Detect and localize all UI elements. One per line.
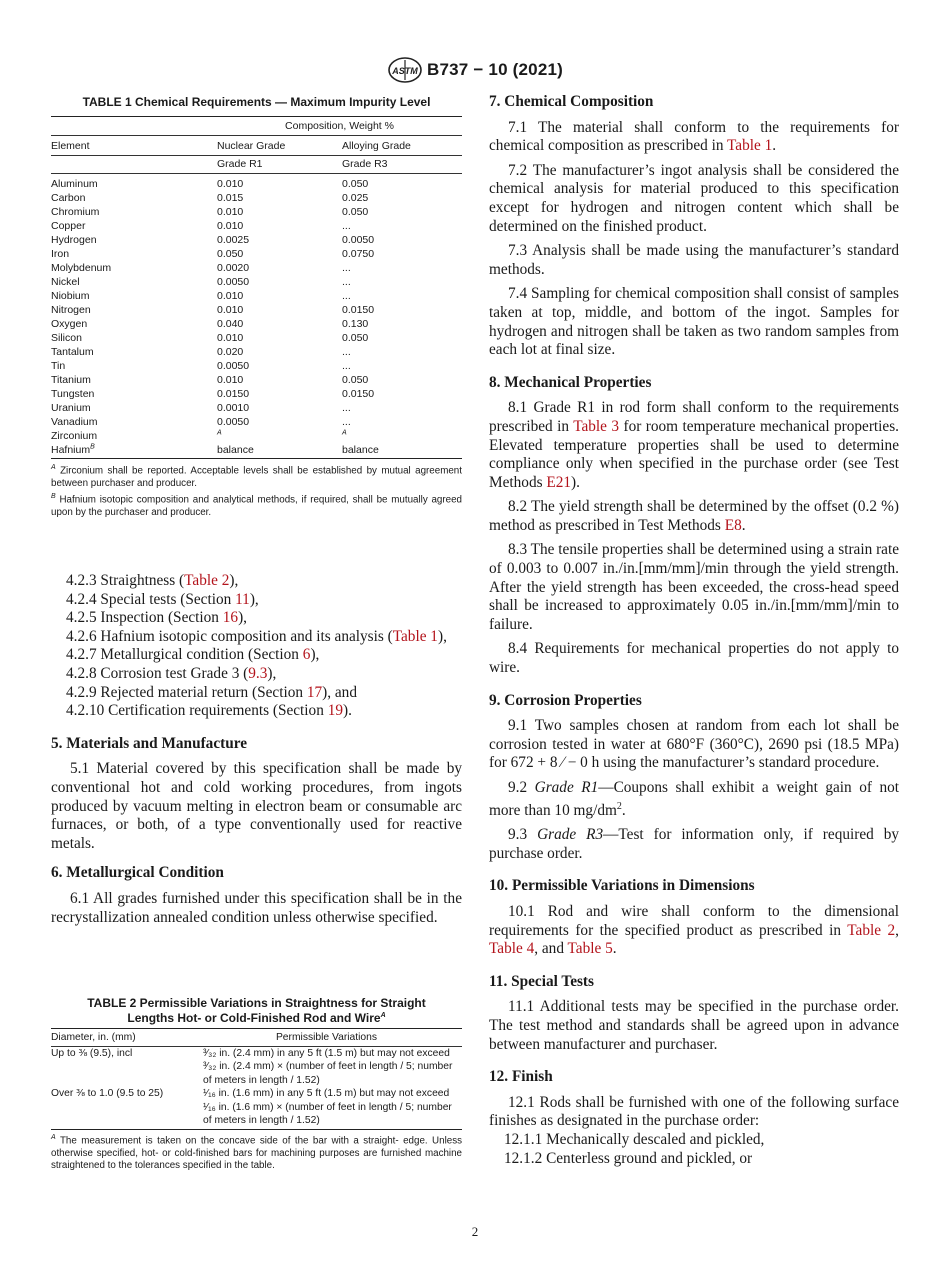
table-cell-r1: 0.015 [217, 192, 244, 204]
document-id: B737 − 10 (2021) [427, 60, 563, 79]
ref-table-3[interactable]: Table 3 [573, 417, 620, 435]
paragraph-11-1: 11.1 Additional tests may be specified in the purchase order. The test method and standards shall be agreed upon in advance between manufacturer and purchaser. [489, 998, 899, 1053]
list-item: 4.2.4 Special tests (Section 11), [66, 590, 259, 608]
table-cell-variation: ¹⁄₁₆ in. (1.6 mm) in any 5 ft (1.5 m) but may not exceed ¹⁄₁₆ in. (1.6 mm) × (number of feet in length / 5; number of meters in length / 1.52) [191, 1087, 462, 1129]
ref-e8[interactable]: E8 [724, 516, 742, 534]
table-cell-element: Nickel [51, 276, 80, 288]
table-1-footnote-b: $^B$ Hafnium isotopic composition and analytical methods, if required, shall be mutually agreed upon by the purchaser and producer. [51, 492, 462, 518]
table-cell-element: Aluminum [51, 178, 98, 190]
table-row [51, 261, 462, 275]
table-cell-variation: ³⁄₃₂ in. (2.4 mm) in any 5 ft (1.5 m) but may not exceed ³⁄₃₂ in. (2.4 mm) × (number of feet in length / 5; number of meters in length / 1.52) [203, 1047, 453, 1086]
section-7-heading: 7. Chemical Composition [489, 93, 654, 110]
table-1-hf-r1: balance [217, 444, 254, 456]
table-row [51, 331, 462, 345]
table-cell-r3: ... [342, 416, 351, 428]
table-cell-r3: 0.0150 [342, 388, 375, 400]
paragraph-7-4: 7.4 Sampling for chemical composition shall consist of samples taken at top, middle, and bottom of the ingot. Samples for hydrogen and nitrogen shall be taken as two random samples from each lot at final size. [489, 285, 899, 359]
paragraph-12-1-2: 12.1.2 Centerless ground and pickled, or [504, 1149, 753, 1167]
paragraph-6-1: 6.1 All grades furnished under this specification shall be in the recrystallization annealed condition unless otherwise specified. [51, 889, 462, 926]
table-row [51, 303, 462, 317]
table-1-col-element: Element [51, 136, 217, 156]
list-item: 4.2.5 Inspection (Section 16), [66, 609, 247, 627]
table-cell-diameter: Over ⅜ to 1.0 (9.5 to 25) [51, 1087, 191, 1129]
table-row [51, 345, 462, 359]
table-cell-r1: 0.010 [217, 206, 244, 218]
table-row [51, 387, 462, 401]
table-cell-r3: ... [342, 346, 351, 358]
cross-reference-link[interactable]: 19 [327, 702, 343, 720]
table-cell-element: Vanadium [51, 416, 98, 428]
cross-reference-link[interactable]: 9.3 [248, 664, 268, 682]
list-item: 4.2.8 Corrosion test Grade 3 (9.3), [66, 664, 277, 682]
table-cell-r1: 0.0150 [217, 388, 250, 400]
list-item: 4.2.6 Hafnium isotopic composition and its analysis (Table 1), [66, 627, 447, 645]
list-item: 4.2.3 Straightness (Table 2), [66, 572, 239, 589]
table-cell-element: Iron [51, 248, 70, 260]
section-6-heading: 6. Metallurgical Condition [51, 864, 224, 882]
table-2-col-diameter: Diameter, in. (mm) [51, 1029, 191, 1047]
table-row [51, 1046, 462, 1087]
table-row [51, 275, 462, 289]
table-cell-r1: 0.010 [217, 220, 244, 232]
table-cell-element: Titanium [51, 374, 91, 386]
table-row [51, 415, 462, 429]
ref-table-4[interactable]: Table 4 [489, 940, 535, 958]
table-cell-element: Hydrogen [51, 234, 97, 246]
table-cell-r3: ... [342, 276, 351, 288]
table-1-col-alloying: Alloying Grade [342, 136, 462, 156]
table-cell-r1: 0.0010 [217, 402, 250, 414]
section-4-list [51, 572, 462, 721]
paragraph-7-1: 7.1 The material shall conform to the requirements for chemical composition as prescribed in Table 1. [489, 118, 899, 155]
table-cell-r1: 0.010 [217, 374, 244, 386]
table-1-grid [51, 116, 462, 459]
table-cell-r1: 0.0050 [217, 360, 250, 372]
section-9-heading: 9. Corrosion Properties [489, 691, 642, 709]
table-1-chemical-requirements [51, 95, 462, 520]
cross-reference-link[interactable]: 17 [306, 683, 323, 701]
paragraph-8-2: 8.2 The yield strength shall be determined by the offset (0.2 %) method as prescribed in Test Methods E8. [489, 498, 899, 534]
table-row [51, 373, 462, 387]
cross-reference-link[interactable]: 6 [302, 646, 311, 664]
table-1-col-nuclear: Nuclear Grade [217, 136, 342, 156]
table-cell-element: Tungsten [51, 388, 95, 400]
table-cell-r1: 0.050 [217, 248, 244, 260]
ref-table-1[interactable]: Table 1 [727, 137, 773, 155]
table-cell-r3: ... [342, 290, 351, 302]
table-cell-r3: 0.0150 [342, 304, 375, 316]
table-cell-r1: 0.0050 [217, 276, 250, 288]
ref-e21[interactable]: E21 [546, 473, 572, 491]
table-cell-element: Tin [51, 360, 66, 372]
table-row [51, 191, 462, 205]
table-2-straightness [51, 996, 462, 1173]
paragraph-7-2: 7.2 The manufacturer’s ingot analysis shall be considered the chemical analysis for material produced to this specification except for hydrogen and nitrogen content which shall be determined on the finished product. [489, 161, 899, 235]
cross-reference-link[interactable]: Table 2 [184, 572, 230, 589]
table-cell-r3: 0.050 [342, 206, 369, 218]
table-1-header-blank [51, 117, 217, 136]
table-1-zr-r1: A [217, 429, 222, 437]
table-cell-element: Chromium [51, 206, 100, 218]
table-row [51, 317, 462, 331]
section-10-heading: 10. Permissible Variations in Dimensions [489, 877, 755, 895]
table-cell-r3: 0.130 [342, 318, 369, 330]
page-header [0, 57, 950, 85]
right-column-text [489, 93, 899, 1168]
svg-text:ASTM: ASTM [392, 66, 418, 76]
paragraph-9-2: 9.2 Grade R1—Coupons shall exhibit a weight gain of not more than 10 $mg/dm^2$. [489, 779, 900, 819]
table-2-footnote: $^A$ The measurement is taken on the concave side of the bar with a straight- edge. Unless otherwise specified, hot- or cold-finished bars for machining purposes are furnished machine straightened to the tolerances specified in the table. [51, 1133, 462, 1172]
page-number: 2 [471, 1224, 479, 1239]
table-row [51, 233, 462, 247]
table-cell-r3: ... [342, 402, 351, 414]
table-row [51, 174, 462, 192]
paragraph-8-4: 8.4 Requirements for mechanical properties do not apply to wire. [489, 640, 899, 677]
cross-reference-link[interactable]: Table 1 [392, 627, 438, 645]
table-2-caption: TABLE 2 Permissible Variations in Straightness for Straight Lengths Hot- or Cold-Finished Rod and Wire$^A$ [87, 996, 426, 1025]
list-item: 4.2.9 Rejected material return (Section 17), and [66, 683, 357, 701]
left-column-text [51, 572, 462, 927]
table-cell-r3: ... [342, 220, 351, 232]
table-cell-r1: 0.0020 [217, 262, 250, 274]
table-1-hf-r3: balance [342, 444, 379, 456]
paragraph-8-3: 8.3 The tensile properties shall be determined using a strain rate of 0.003 to 0.007 in./in.[mm/mm]/min through the yield strength. After the yield strength has been exceeded, the cross-head speed shall be increased to approximately 0.05 in./in.[mm/mm]/min to failure. [489, 541, 899, 633]
table-cell-r1: 0.010 [217, 178, 244, 190]
paragraph-7-3: 7.3 Analysis shall be made using the manufacturer’s standard methods. [489, 242, 899, 278]
table-1-sub-r1: Grade R1 [217, 156, 342, 174]
table-cell-element: Molybdenum [51, 262, 112, 274]
table-cell-r3: 0.050 [342, 332, 369, 344]
table-cell-r3: 0.0750 [342, 248, 375, 260]
table-row [51, 205, 462, 219]
list-item: 4.2.7 Metallurgical condition (Section 6), [66, 646, 320, 664]
table-cell-r1: 0.010 [217, 304, 244, 316]
table-1-hafnium-sup: B [90, 443, 95, 451]
section-5-heading: 5. Materials and Manufacture [51, 734, 248, 752]
table-cell-r3: 0.050 [342, 178, 369, 190]
table-cell-element: Niobium [51, 290, 90, 302]
table-cell-r3: 0.050 [342, 374, 369, 386]
paragraph-9-1: 9.1 Two samples chosen at random from each lot shall be corrosion tested in water at 680°F (360°C), 2690 psi (18.5 MPa) for 672 + 8 ⁄ − 0 h using the manufacturer’s standard procedure. [489, 717, 899, 772]
table-cell-element: Silicon [51, 332, 82, 344]
table-cell-element: Carbon [51, 192, 86, 204]
paragraph-8-1: 8.1 Grade R1 in rod form shall conform to the requirements prescribed in Table 3 for room temperature mechanical properties. Elevated temperature properties shall be used to determine compliance only when specified in the purchase order (see Test Methods E21). [489, 399, 900, 491]
section-12-heading: 12. Finish [489, 1068, 553, 1086]
table-cell-r3: ... [342, 360, 351, 372]
table-row [51, 219, 462, 233]
paragraph-12-1-1: 12.1.1 Mechanically descaled and pickled, [504, 1131, 765, 1148]
paragraph-9-3: 9.3 Grade R3—Test for information only, if required by purchase order. [489, 826, 900, 862]
table-row [51, 401, 462, 415]
table-row [51, 359, 462, 373]
table-1-sub-blank [51, 156, 217, 174]
table-row [51, 247, 462, 261]
paragraph-10-1: 10.1 Rod and wire shall conform to the dimensional requirements for the specified product as prescribed in Table 2, Table 4, and Table 5. [489, 903, 899, 958]
table-1-row-hafnium: Hafnium [51, 444, 91, 456]
table-cell-r3: ... [342, 262, 351, 274]
table-1-group-header: Composition, Weight % [217, 117, 462, 136]
paragraph-12-1: 12.1 Rods shall be furnished with one of the following surface finishes as designated in the purchase order: [489, 1093, 899, 1130]
table-2-col-variations: Permissible Variations [191, 1029, 462, 1047]
table-1-body [51, 174, 462, 430]
table-row [51, 1087, 462, 1129]
table-cell-diameter: Up to ⅜ (9.5), incl [51, 1047, 133, 1059]
astm-logo-icon [387, 57, 423, 83]
table-cell-r1: 0.010 [217, 290, 244, 302]
table-2-body [51, 1046, 462, 1129]
table-cell-element: Nitrogen [51, 304, 91, 316]
table-1-zr-r3: A [342, 429, 347, 437]
table-cell-element: Oxygen [51, 318, 88, 330]
ref-table-5[interactable]: Table 5 [567, 940, 613, 958]
paragraph-5-1: 5.1 Material covered by this specification shall be made by conventional hot and cold working procedures, from ingots produced by vacuum melting in electron beam or consumable arc furnaces, or both, of a type conventionally used for reactive metals. [51, 760, 462, 852]
table-cell-r3: 0.0050 [342, 234, 375, 246]
table-row [51, 289, 462, 303]
table-1-sub-r3: Grade R3 [342, 156, 462, 174]
table-2-grid [51, 1028, 462, 1130]
cross-reference-link[interactable]: 11 [235, 590, 250, 608]
table-cell-r1: 0.020 [217, 346, 244, 358]
table-1-row-zirconium: Zirconium [51, 430, 98, 442]
table-cell-element: Tantalum [51, 346, 94, 358]
table-1-footnote-a: $^A$ Zirconium shall be reported. Acceptable levels shall be established by mutual agreement between purchaser and producer. [51, 464, 462, 490]
table-cell-r1: 0.0025 [217, 234, 250, 246]
section-11-heading: 11. Special Tests [489, 972, 594, 990]
table-cell-r3: 0.025 [342, 192, 369, 204]
table-1-caption: TABLE 1 Chemical Requirements — Maximum Impurity Level [82, 95, 431, 109]
table-cell-r1: 0.040 [217, 318, 244, 330]
table-cell-element: Copper [51, 220, 86, 232]
cross-reference-link[interactable]: 16 [222, 609, 239, 627]
list-item: 4.2.10 Certification requirements (Section 19). [66, 702, 352, 720]
section-8-heading: 8. Mechanical Properties [489, 373, 652, 391]
table-cell-element: Uranium [51, 402, 91, 414]
table-cell-r1: 0.010 [217, 332, 244, 344]
table-cell-r1: 0.0050 [217, 416, 250, 428]
ref-table-2[interactable]: Table 2 [847, 921, 896, 939]
